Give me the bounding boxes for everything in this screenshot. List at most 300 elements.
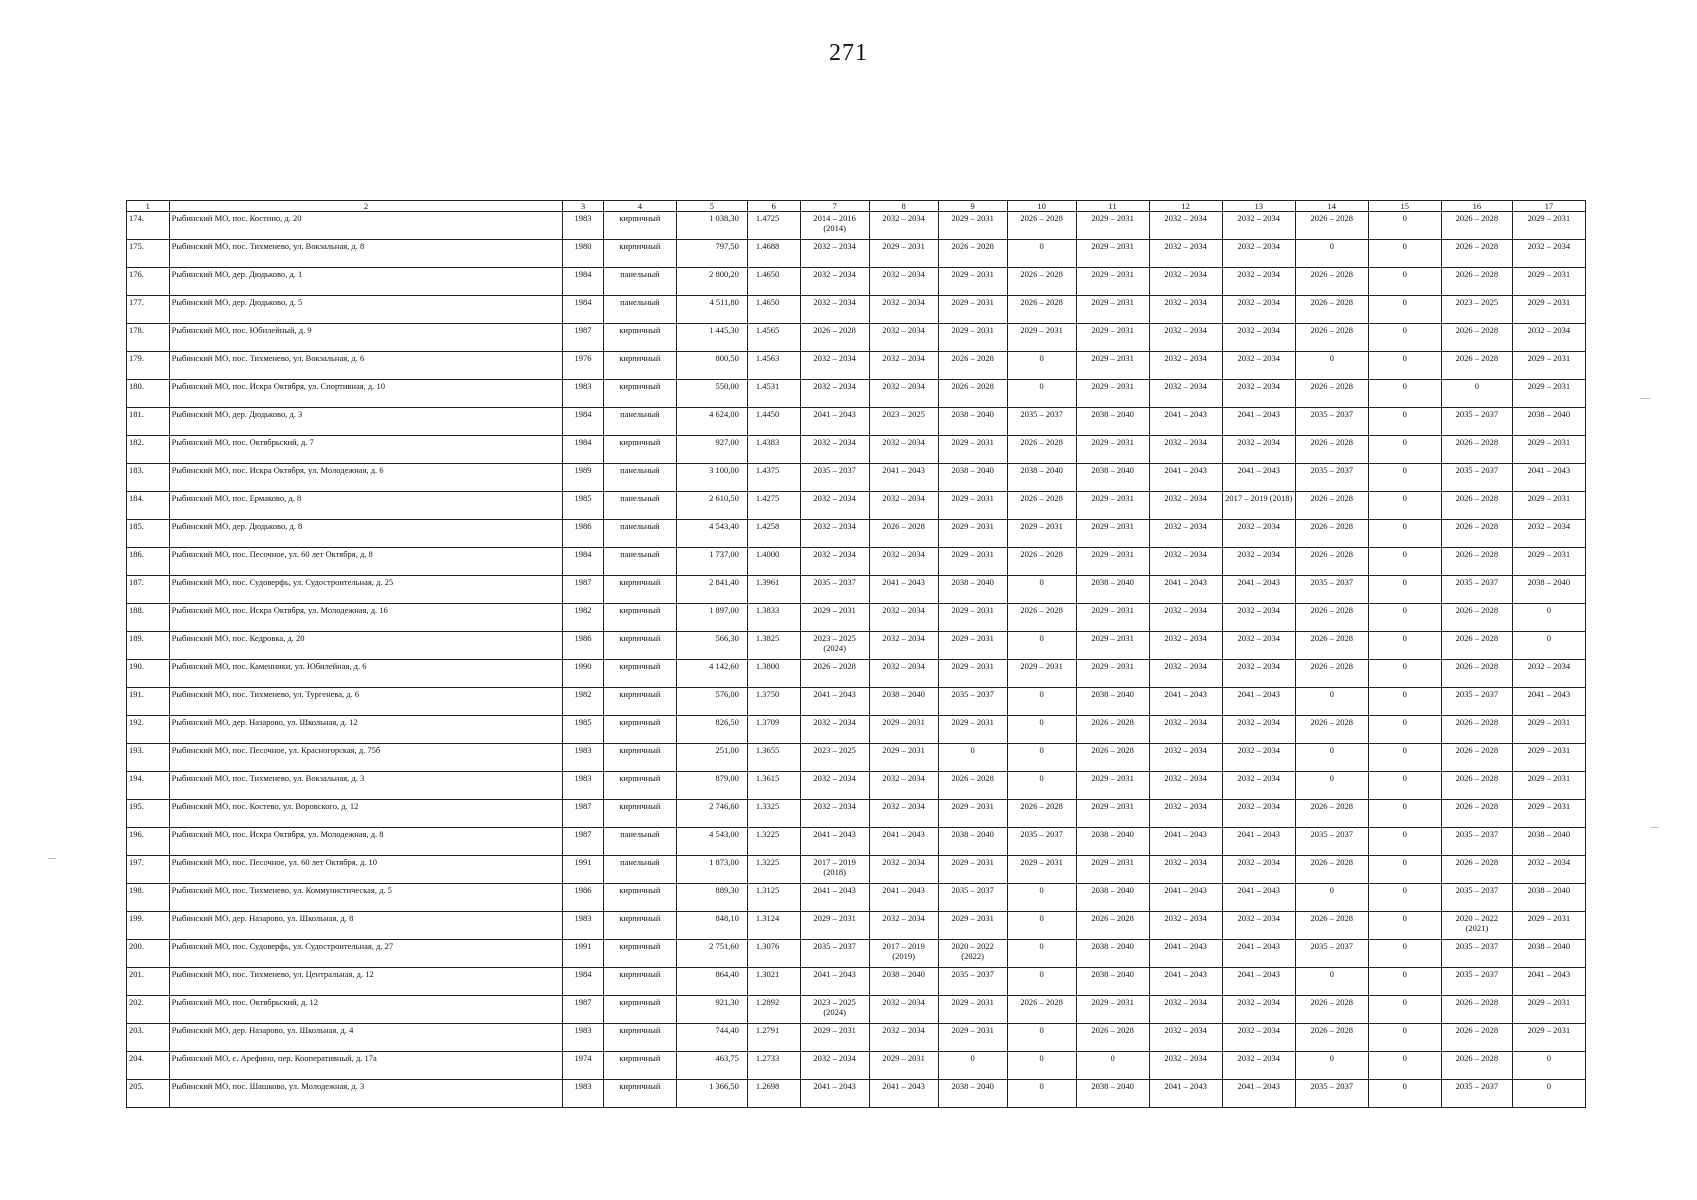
table-cell: 0 bbox=[1007, 884, 1076, 912]
table-cell: 1987 bbox=[563, 576, 604, 604]
table-cell: 2029 – 2031 bbox=[938, 324, 1007, 352]
table-cell: панельный bbox=[603, 268, 676, 296]
table-cell: 1.3709 bbox=[747, 716, 800, 744]
table-cell: 0 bbox=[1441, 380, 1512, 408]
table-cell: 889,30 bbox=[676, 884, 747, 912]
address-cell: Рыбинский МО, пос. Костино, д. 20 bbox=[169, 212, 563, 240]
table-cell: 1 737,00 bbox=[676, 548, 747, 576]
table-cell: 2032 – 2034 bbox=[1149, 324, 1222, 352]
table-cell: 2032 – 2034 bbox=[1149, 520, 1222, 548]
row-number: 177. bbox=[127, 296, 170, 324]
table-cell: 1.4275 bbox=[747, 492, 800, 520]
address-cell: Рыбинский МО, дер. Назарово, ул. Школьная, д. 4 bbox=[169, 1024, 563, 1052]
table-header bbox=[127, 201, 1586, 212]
row-number: 193. bbox=[127, 744, 170, 772]
table-cell: 2032 – 2034 bbox=[1149, 436, 1222, 464]
table-cell: 1.3800 bbox=[747, 660, 800, 688]
table-cell: 2038 – 2040 bbox=[1512, 884, 1585, 912]
table-cell: 1.4531 bbox=[747, 380, 800, 408]
table-cell: 2029 – 2031 bbox=[869, 240, 938, 268]
table-cell: 2032 – 2034 bbox=[869, 1024, 938, 1052]
table-cell: панельный bbox=[603, 492, 676, 520]
table-cell: 1983 bbox=[563, 912, 604, 940]
table-cell: 1.4565 bbox=[747, 324, 800, 352]
table-cell: 2026 – 2028 bbox=[1295, 436, 1368, 464]
row-number: 196. bbox=[127, 828, 170, 856]
table-cell: 927,00 bbox=[676, 436, 747, 464]
table-cell: кирпичный bbox=[603, 744, 676, 772]
table-cell: 2032 – 2034 bbox=[1512, 520, 1585, 548]
table-cell: 2026 – 2028 bbox=[1295, 660, 1368, 688]
table-cell: 2041 – 2043 bbox=[1149, 576, 1222, 604]
table-cell: 0 bbox=[1368, 744, 1441, 772]
table-cell: 2029 – 2031 bbox=[1076, 380, 1149, 408]
table-cell: 2032 – 2034 bbox=[1222, 772, 1295, 800]
table-cell: 2032 – 2034 bbox=[1149, 212, 1222, 240]
table-cell: 1.4725 bbox=[747, 212, 800, 240]
table-cell: 2029 – 2031 bbox=[1007, 324, 1076, 352]
table-cell: 2029 – 2031 bbox=[1076, 548, 1149, 576]
table-cell: 1.3750 bbox=[747, 688, 800, 716]
table-cell: 0 bbox=[1368, 604, 1441, 632]
table-cell: 566,30 bbox=[676, 632, 747, 660]
table-cell: кирпичный bbox=[603, 772, 676, 800]
table-cell: 2041 – 2043 bbox=[1149, 408, 1222, 436]
table-cell: 1.3225 bbox=[747, 856, 800, 884]
address-cell: Рыбинский МО, пос. Каменники, ул. Юбилейная, д. 6 bbox=[169, 660, 563, 688]
table-cell: 0 bbox=[1368, 296, 1441, 324]
table-row bbox=[127, 940, 1586, 968]
table-cell: 2035 – 2037 bbox=[1007, 408, 1076, 436]
table-cell: 2029 – 2031 bbox=[1512, 548, 1585, 576]
table-cell: 0 bbox=[1368, 380, 1441, 408]
table-cell: 2032 – 2034 bbox=[1149, 912, 1222, 940]
table-cell: 2026 – 2028 bbox=[1441, 604, 1512, 632]
table-cell: 1.4650 bbox=[747, 268, 800, 296]
table-cell: 2032 – 2034 bbox=[1149, 856, 1222, 884]
table-row bbox=[127, 968, 1586, 996]
table-cell: 2026 – 2028 bbox=[1441, 1024, 1512, 1052]
address-cell: Рыбинский МО, пос. Октябрьский, д. 12 bbox=[169, 996, 563, 1024]
table-cell: 1991 bbox=[563, 940, 604, 968]
table-cell: 1984 bbox=[563, 268, 604, 296]
table-cell: 2032 – 2034 bbox=[1149, 268, 1222, 296]
address-cell: Рыбинский МО, пос. Шашково, ул. Молодежная, д. 3 bbox=[169, 1080, 563, 1108]
table-cell: 1.4258 bbox=[747, 520, 800, 548]
table-row bbox=[127, 828, 1586, 856]
table-cell: 2035 – 2037 bbox=[938, 688, 1007, 716]
table-cell: 2041 – 2043 bbox=[800, 408, 869, 436]
table-cell: 2035 – 2037 bbox=[1007, 828, 1076, 856]
table-cell: 2029 – 2031 bbox=[1512, 296, 1585, 324]
table-cell: 2029 – 2031 bbox=[1076, 660, 1149, 688]
table-cell: 4 543,40 bbox=[676, 520, 747, 548]
table-cell: 2029 – 2031 bbox=[1512, 716, 1585, 744]
table-cell: 2032 – 2034 bbox=[1149, 240, 1222, 268]
row-number: 184. bbox=[127, 492, 170, 520]
table-cell: 1974 bbox=[563, 1052, 604, 1080]
table-cell: 0 bbox=[1368, 268, 1441, 296]
table-cell: 2029 – 2031 bbox=[1512, 912, 1585, 940]
table-cell: 2026 – 2028 bbox=[1295, 800, 1368, 828]
table-cell: 2041 – 2043 bbox=[869, 576, 938, 604]
row-number: 178. bbox=[127, 324, 170, 352]
table-cell: 1983 bbox=[563, 744, 604, 772]
table-cell: 1989 bbox=[563, 464, 604, 492]
table-cell: 2029 – 2031 bbox=[1076, 800, 1149, 828]
table-cell: 2032 – 2034 bbox=[1149, 492, 1222, 520]
table-cell: 2017 – 2019 (2018) bbox=[1222, 492, 1295, 520]
table-cell: кирпичный bbox=[603, 632, 676, 660]
table-cell: 0 bbox=[1295, 968, 1368, 996]
table-cell: 2038 – 2040 bbox=[1512, 408, 1585, 436]
row-number: 198. bbox=[127, 884, 170, 912]
table-cell: 0 bbox=[1007, 1052, 1076, 1080]
table-cell: 2032 – 2034 bbox=[800, 548, 869, 576]
table-cell: 2029 – 2031 bbox=[1076, 520, 1149, 548]
table-cell: кирпичный bbox=[603, 800, 676, 828]
table-cell: 2032 – 2034 bbox=[1222, 744, 1295, 772]
table-cell: 2038 – 2040 bbox=[1512, 828, 1585, 856]
table-cell: кирпичный bbox=[603, 1052, 676, 1080]
table-cell: 2029 – 2031 bbox=[1007, 856, 1076, 884]
table-row bbox=[127, 856, 1586, 884]
table-cell: 0 bbox=[938, 744, 1007, 772]
table-cell: 2026 – 2028 bbox=[1441, 324, 1512, 352]
table-cell: 2026 – 2028 bbox=[800, 324, 869, 352]
table-cell: 0 bbox=[1295, 772, 1368, 800]
table-cell: 0 bbox=[1368, 548, 1441, 576]
table-cell: 2032 – 2034 bbox=[1149, 296, 1222, 324]
table-cell: 1982 bbox=[563, 688, 604, 716]
table-cell: 0 bbox=[1368, 660, 1441, 688]
table-cell: 2032 – 2034 bbox=[1222, 716, 1295, 744]
table-cell: 2032 – 2034 bbox=[869, 912, 938, 940]
table-cell: 2032 – 2034 bbox=[800, 268, 869, 296]
table-cell: 0 bbox=[1007, 240, 1076, 268]
row-number: 192. bbox=[127, 716, 170, 744]
table-cell: 4 543,00 bbox=[676, 828, 747, 856]
table-cell: 2032 – 2034 bbox=[1149, 604, 1222, 632]
table-cell: 2041 – 2043 bbox=[1149, 968, 1222, 996]
address-cell: Рыбинский МО, пос. Судоверфь, ул. Судостроительная, д. 25 bbox=[169, 576, 563, 604]
table-cell: 2026 – 2028 bbox=[1295, 268, 1368, 296]
table-cell: 2029 – 2031 bbox=[938, 996, 1007, 1024]
row-number: 175. bbox=[127, 240, 170, 268]
table-cell: 2032 – 2034 bbox=[869, 436, 938, 464]
table-cell: 2026 – 2028 bbox=[1441, 632, 1512, 660]
table-cell: 2026 – 2028 bbox=[1295, 912, 1368, 940]
table-cell: 1986 bbox=[563, 884, 604, 912]
table-cell: 0 bbox=[1368, 800, 1441, 828]
table-cell: 1.3825 bbox=[747, 632, 800, 660]
table-cell: 2032 – 2034 bbox=[1149, 772, 1222, 800]
table-row bbox=[127, 800, 1586, 828]
address-cell: Рыбинский МО, пос. Юбилейный, д. 9 bbox=[169, 324, 563, 352]
address-cell: Рыбинский МО, пос. Тихменево, ул. Центральная, д. 12 bbox=[169, 968, 563, 996]
table-cell: 0 bbox=[1007, 1080, 1076, 1108]
table-cell: 2032 – 2034 bbox=[1149, 380, 1222, 408]
table-cell: 0 bbox=[1007, 968, 1076, 996]
table-cell: 2032 – 2034 bbox=[1222, 604, 1295, 632]
table-cell: 1.4563 bbox=[747, 352, 800, 380]
table-cell: 2038 – 2040 bbox=[938, 464, 1007, 492]
table-cell: 1.3325 bbox=[747, 800, 800, 828]
table-row bbox=[127, 436, 1586, 464]
table-cell: 2032 – 2034 bbox=[1222, 212, 1295, 240]
table-cell: 2041 – 2043 bbox=[800, 1080, 869, 1108]
table-row bbox=[127, 380, 1586, 408]
table-cell: 2032 – 2034 bbox=[1149, 1052, 1222, 1080]
table-cell: кирпичный bbox=[603, 968, 676, 996]
address-cell: Рыбинский МО, пос. Искра Октября, ул. Спортивная, д. 10 bbox=[169, 380, 563, 408]
table-cell: 0 bbox=[1368, 464, 1441, 492]
table-cell: панельный bbox=[603, 856, 676, 884]
table-cell: кирпичный bbox=[603, 660, 676, 688]
table-cell: 0 bbox=[1295, 884, 1368, 912]
table-cell: 2041 – 2043 bbox=[800, 688, 869, 716]
table-cell: 2026 – 2028 bbox=[1295, 716, 1368, 744]
table-cell: 1.3961 bbox=[747, 576, 800, 604]
table-cell: 2014 – 2016 (2014) bbox=[800, 212, 869, 240]
table-row bbox=[127, 716, 1586, 744]
table-cell: 2029 – 2031 bbox=[1076, 492, 1149, 520]
table-cell: 1.2733 bbox=[747, 1052, 800, 1080]
table-cell: 2026 – 2028 bbox=[1295, 604, 1368, 632]
table-cell: кирпичный bbox=[603, 996, 676, 1024]
table-cell: 1984 bbox=[563, 408, 604, 436]
table-cell: 2032 – 2034 bbox=[800, 1052, 869, 1080]
table-cell: 2041 – 2043 bbox=[869, 1080, 938, 1108]
table-cell: 2032 – 2034 bbox=[800, 352, 869, 380]
table-cell: 1.4000 bbox=[747, 548, 800, 576]
table-cell: 2029 – 2031 bbox=[1512, 800, 1585, 828]
table-cell: 2026 – 2028 bbox=[1076, 1024, 1149, 1052]
table-cell: 2029 – 2031 bbox=[1076, 240, 1149, 268]
table-cell: 2029 – 2031 bbox=[869, 744, 938, 772]
table-cell: 2032 – 2034 bbox=[869, 324, 938, 352]
table-cell: 2032 – 2034 bbox=[1149, 716, 1222, 744]
table-cell: 2032 – 2034 bbox=[869, 548, 938, 576]
table-cell: 1986 bbox=[563, 632, 604, 660]
table-cell: 1983 bbox=[563, 772, 604, 800]
table-cell: 0 bbox=[1368, 632, 1441, 660]
table-cell: 1.4450 bbox=[747, 408, 800, 436]
table-cell: 2038 – 2040 bbox=[1076, 828, 1149, 856]
table-cell: 0 bbox=[1368, 856, 1441, 884]
table-cell: 1987 bbox=[563, 828, 604, 856]
table-cell: 0 bbox=[1512, 604, 1585, 632]
table-cell: 2041 – 2043 bbox=[1149, 828, 1222, 856]
table-cell: 2038 – 2040 bbox=[1512, 940, 1585, 968]
table-cell: 1991 bbox=[563, 856, 604, 884]
table-cell: 2029 – 2031 bbox=[938, 856, 1007, 884]
scan-mark bbox=[1650, 827, 1658, 828]
table-cell: 2032 – 2034 bbox=[1222, 856, 1295, 884]
table-cell: 2032 – 2034 bbox=[1149, 996, 1222, 1024]
table-cell: 0 bbox=[1368, 688, 1441, 716]
table-cell: 2038 – 2040 bbox=[1076, 884, 1149, 912]
table-cell: 2026 – 2028 bbox=[1295, 324, 1368, 352]
table-cell: 0 bbox=[1368, 240, 1441, 268]
table-cell: 1985 bbox=[563, 492, 604, 520]
address-cell: Рыбинский МО, с. Арефино, пер. Кооперативный, д. 17а bbox=[169, 1052, 563, 1080]
table-cell: 0 bbox=[1368, 324, 1441, 352]
table-row bbox=[127, 352, 1586, 380]
table-cell: 1.3021 bbox=[747, 968, 800, 996]
table-cell: 2026 – 2028 bbox=[1441, 520, 1512, 548]
row-number: 202. bbox=[127, 996, 170, 1024]
table-cell: 2032 – 2034 bbox=[1222, 352, 1295, 380]
table-cell: 2041 – 2043 bbox=[1512, 464, 1585, 492]
table-cell: 2035 – 2037 bbox=[1441, 968, 1512, 996]
table-cell: 0 bbox=[1007, 716, 1076, 744]
table-cell: 0 bbox=[1368, 716, 1441, 744]
table-cell: 1.3076 bbox=[747, 940, 800, 968]
table-cell: 2029 – 2031 bbox=[1512, 212, 1585, 240]
table-cell: кирпичный bbox=[603, 1024, 676, 1052]
table-row bbox=[127, 1024, 1586, 1052]
table-cell: 2035 – 2037 bbox=[800, 576, 869, 604]
table-cell: 2041 – 2043 bbox=[1149, 940, 1222, 968]
table-cell: 2032 – 2034 bbox=[1149, 352, 1222, 380]
row-number: 191. bbox=[127, 688, 170, 716]
table-cell: 2026 – 2028 bbox=[938, 380, 1007, 408]
table-cell: 2023 – 2025 bbox=[869, 408, 938, 436]
table-cell: 2026 – 2028 bbox=[938, 352, 1007, 380]
table-cell: кирпичный bbox=[603, 436, 676, 464]
table-cell: 2041 – 2043 bbox=[800, 828, 869, 856]
table-cell: 1.4383 bbox=[747, 436, 800, 464]
table-cell: 2032 – 2034 bbox=[1149, 632, 1222, 660]
table-cell: 2032 – 2034 bbox=[1222, 324, 1295, 352]
table-cell: 2026 – 2028 bbox=[1076, 716, 1149, 744]
address-cell: Рыбинский МО, дер. Дюдьково, д. 5 bbox=[169, 296, 563, 324]
table-cell: кирпичный bbox=[603, 212, 676, 240]
table-cell: 2032 – 2034 bbox=[800, 772, 869, 800]
column-header-9: 9 bbox=[938, 201, 1007, 212]
table-cell: кирпичный bbox=[603, 576, 676, 604]
row-number: 204. bbox=[127, 1052, 170, 1080]
table-cell: 2026 – 2028 bbox=[1007, 268, 1076, 296]
table-cell: 1 366,50 bbox=[676, 1080, 747, 1108]
table-cell: 2032 – 2034 bbox=[869, 632, 938, 660]
table-cell: 2026 – 2028 bbox=[1007, 212, 1076, 240]
table-row bbox=[127, 912, 1586, 940]
table-cell: 2026 – 2028 bbox=[1295, 1024, 1368, 1052]
table-cell: 2029 – 2031 bbox=[938, 716, 1007, 744]
table-row bbox=[127, 492, 1586, 520]
table-cell: 1.3655 bbox=[747, 744, 800, 772]
table-cell: 2041 – 2043 bbox=[800, 884, 869, 912]
row-number: 200. bbox=[127, 940, 170, 968]
table-cell: 1987 bbox=[563, 996, 604, 1024]
table-cell: 2029 – 2031 bbox=[800, 912, 869, 940]
table-cell: 2032 – 2034 bbox=[869, 996, 938, 1024]
table-cell: 2026 – 2028 bbox=[1441, 240, 1512, 268]
table-cell: 2026 – 2028 bbox=[1007, 548, 1076, 576]
table-cell: 2029 – 2031 bbox=[1076, 296, 1149, 324]
table-cell: 2032 – 2034 bbox=[1222, 912, 1295, 940]
table-cell: 4 624,00 bbox=[676, 408, 747, 436]
table-cell: панельный bbox=[603, 464, 676, 492]
address-cell: Рыбинский МО, пос. Костево, ул. Воровского, д. 12 bbox=[169, 800, 563, 828]
table-cell: 2032 – 2034 bbox=[869, 772, 938, 800]
table-cell: 2026 – 2028 bbox=[1295, 632, 1368, 660]
table-cell: 2023 – 2025 bbox=[1441, 296, 1512, 324]
row-number: 188. bbox=[127, 604, 170, 632]
table-cell: 2038 – 2040 bbox=[938, 576, 1007, 604]
address-cell: Рыбинский МО, пос. Октябрьский, д. 7 bbox=[169, 436, 563, 464]
table-cell: 0 bbox=[1076, 1052, 1149, 1080]
table-cell: панельный bbox=[603, 520, 676, 548]
table-cell: 2038 – 2040 bbox=[938, 1080, 1007, 1108]
table-cell: 1982 bbox=[563, 604, 604, 632]
table-cell: 0 bbox=[1368, 576, 1441, 604]
table-cell: 1.4375 bbox=[747, 464, 800, 492]
table-cell: 0 bbox=[1007, 1024, 1076, 1052]
table-cell: 2026 – 2028 bbox=[1295, 380, 1368, 408]
table-cell: 1983 bbox=[563, 212, 604, 240]
table-cell: 1 445,30 bbox=[676, 324, 747, 352]
table-cell: 2029 – 2031 bbox=[938, 604, 1007, 632]
table-cell: 2029 – 2031 bbox=[938, 268, 1007, 296]
table-cell: 0 bbox=[1368, 212, 1441, 240]
table-cell: 2041 – 2043 bbox=[1222, 828, 1295, 856]
row-number: 194. bbox=[127, 772, 170, 800]
table-cell: кирпичный bbox=[603, 380, 676, 408]
table-cell: панельный bbox=[603, 828, 676, 856]
table-cell: 2032 – 2034 bbox=[1149, 1024, 1222, 1052]
table-cell: 2026 – 2028 bbox=[1441, 744, 1512, 772]
table-cell: 1987 bbox=[563, 800, 604, 828]
table-row bbox=[127, 772, 1586, 800]
table-cell: 2029 – 2031 bbox=[1076, 268, 1149, 296]
table-cell: 1983 bbox=[563, 380, 604, 408]
table-cell: 2026 – 2028 bbox=[1007, 800, 1076, 828]
table-cell: 2029 – 2031 bbox=[800, 604, 869, 632]
row-number: 199. bbox=[127, 912, 170, 940]
row-number: 179. bbox=[127, 352, 170, 380]
table-cell: 2038 – 2040 bbox=[1076, 688, 1149, 716]
table-cell: 2026 – 2028 bbox=[1441, 436, 1512, 464]
table-cell: 2035 – 2037 bbox=[1295, 464, 1368, 492]
table-cell: 1 897,00 bbox=[676, 604, 747, 632]
address-cell: Рыбинский МО, пос. Тихменево, ул. Вокзальная, д. 6 bbox=[169, 352, 563, 380]
column-header-2: 2 bbox=[169, 201, 563, 212]
row-number: 176. bbox=[127, 268, 170, 296]
table-cell: 2 800,20 bbox=[676, 268, 747, 296]
table-cell: 1986 bbox=[563, 520, 604, 548]
table-cell: 1.3124 bbox=[747, 912, 800, 940]
table-cell: 2026 – 2028 bbox=[1441, 492, 1512, 520]
table-cell: 2041 – 2043 bbox=[800, 968, 869, 996]
table-cell: 251,00 bbox=[676, 744, 747, 772]
table-cell: 1.2892 bbox=[747, 996, 800, 1024]
table-cell: 0 bbox=[1295, 688, 1368, 716]
table-cell: 2026 – 2028 bbox=[1441, 800, 1512, 828]
table-cell: 2 746,60 bbox=[676, 800, 747, 828]
table-cell: 2026 – 2028 bbox=[1295, 856, 1368, 884]
table-cell: 0 bbox=[1007, 576, 1076, 604]
table-cell: 0 bbox=[1368, 436, 1441, 464]
table-row bbox=[127, 1052, 1586, 1080]
address-cell: Рыбинский МО, пос. Тихменево, ул. Тургенева, д. 6 bbox=[169, 688, 563, 716]
table-cell: 2 751,60 bbox=[676, 940, 747, 968]
table-cell: 0 bbox=[1368, 884, 1441, 912]
table-cell: 2029 – 2031 bbox=[1512, 268, 1585, 296]
table-cell: 2026 – 2028 bbox=[938, 772, 1007, 800]
